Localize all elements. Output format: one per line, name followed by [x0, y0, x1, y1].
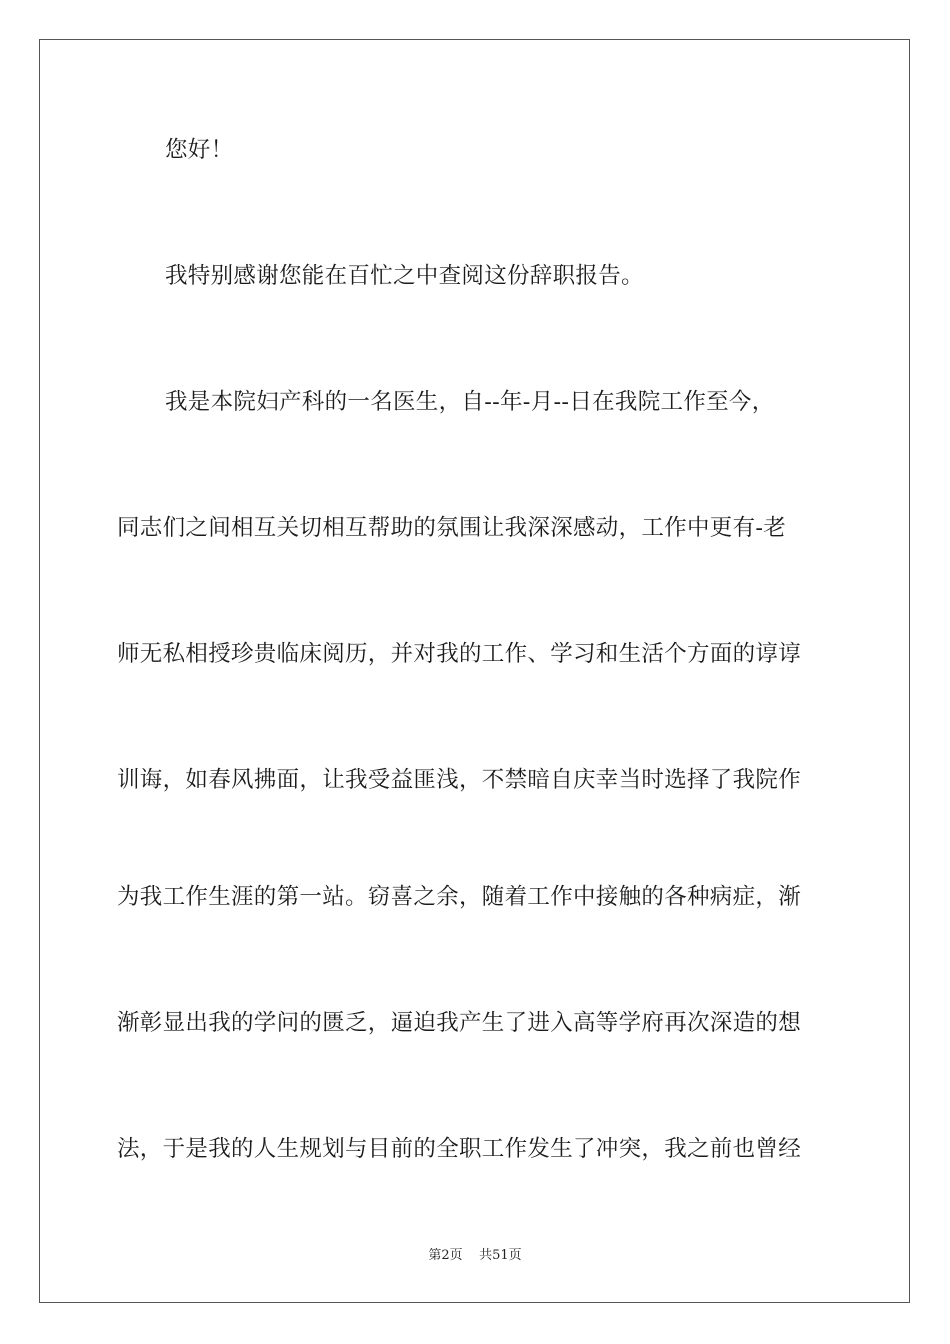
- paragraph-line-3: 同志们之间相互关切相互帮助的氛围让我深深感动，工作中更有-老: [117, 515, 787, 541]
- paragraph-line-7: 渐彰显出我的学问的匮乏，逼迫我产生了进入高等学府再次深造的想: [117, 1010, 802, 1036]
- greeting-line: 您好！: [165, 137, 234, 163]
- paragraph-line-5: 训诲，如春风拂面，让我受益匪浅，不禁暗自庆幸当时选择了我院作: [117, 767, 802, 793]
- page-footer: [0, 1247, 950, 1265]
- page-total: 共51页: [479, 1248, 522, 1263]
- paragraph-line-2: 我是本院妇产科的一名医生，自--年-月--日在我院工作至今，: [165, 389, 775, 415]
- paragraph-line-6: 为我工作生涯的第一站。窃喜之余，随着工作中接触的各种病症，渐: [117, 884, 802, 910]
- page-number: 第2页: [428, 1248, 463, 1263]
- page-frame: [39, 39, 910, 1303]
- paragraph-line-1: 我特别感谢您能在百忙之中查阅这份辞职报告。: [165, 263, 644, 289]
- paragraph-line-4: 师无私相授珍贵临床阅历，并对我的工作、学习和生活个方面的谆谆: [117, 641, 802, 667]
- paragraph-line-8: 法，于是我的人生规划与目前的全职工作发生了冲突，我之前也曾经: [117, 1136, 802, 1162]
